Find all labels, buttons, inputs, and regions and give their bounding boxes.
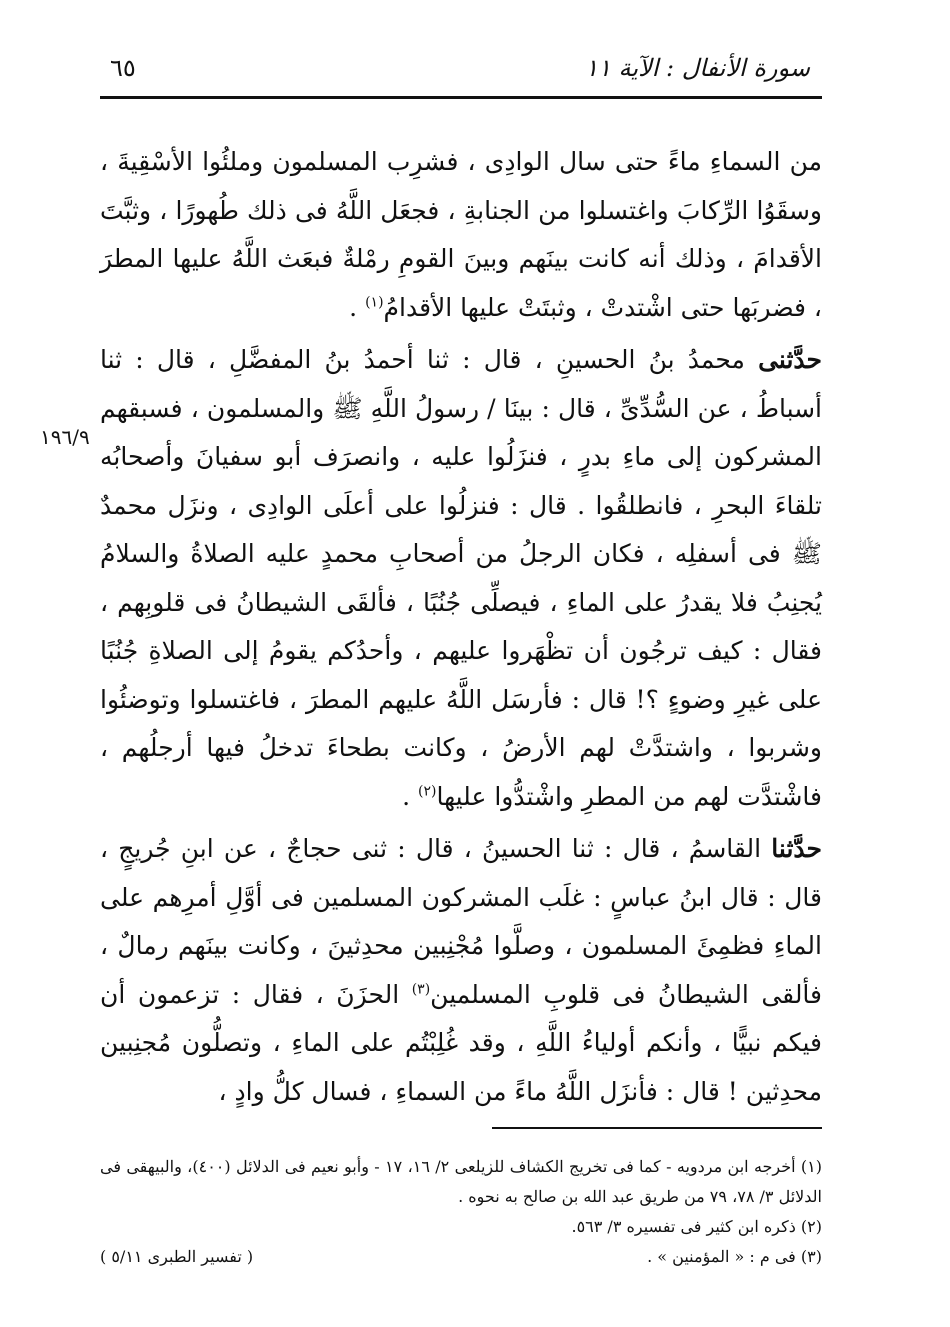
page-number: ٦٥ <box>110 54 136 82</box>
running-title: سورة الأنفال : الآية ١١ <box>585 54 810 82</box>
footnote-1: (١) أخرجه ابن مردويه - كما فى تخريج الكشاف للزيلعى ٢/ ١٦، ١٧ - وأبو نعيم فى الدلائل (٤٠٠)، والبيهقى فى الدلائل ٣/ ٧٨، ٧٩ من طريق عبد الله بن صالح به نحوه . <box>100 1157 823 1206</box>
paragraph-3 <box>100 825 822 1116</box>
header-rule <box>100 96 822 99</box>
paragraph-lead: حدَّثنى <box>758 345 822 374</box>
paragraph-text: القاسمُ ، قال : ثنا الحسينُ ، قال : ثنى حجاجٌ ، عن ابنِ جُريجٍ ، قال : قال ابنُ عباسٍ : غلَب المشركون المسلمين فى أوَّلِ أمرِهم على الماءِ فظمِئَ المسلمون ، وصلَّوا مُجْنِبين محدِثينَ ، وكانت بينَهم رمالٌ ، فألقى الشيطانُ فى قلوبِ المسلمين <box>100 834 823 1009</box>
footnotes <box>100 1152 822 1272</box>
footnote-reference: (٣) <box>411 981 431 998</box>
main-text <box>100 138 822 1116</box>
paragraph-text: محمدُ بنُ الحسينِ ، قال : ثنا أحمدُ بنُ المفضَّلِ ، قال : ثنا أسباطُ ، عن السُّدِّىِّ ، قال : بينَا / رسولُ اللَّهِ ﷺ والمسلمون ، فسبقهم المشركون إلى ماءِ بدرٍ ، فنزَلُوا عليه ، وانصرَف أبو سفيانَ وأصحابُه تلقاءَ البحرِ ، فانطلقُوا . قال : فنزلُوا على أعلَى الوادِى ، ونزَل محمدٌ ﷺ فى أسفلِه ، فكان الرجلُ من أصحابِ محمدٍ عليه الصلاةُ والسلامُ يُجنِبُ فلا يقدرُ على الماءِ ، فيصلِّى جُنُبًا ، فألقَى الشيطانُ فى قلوبِهم ، فقال : كيف ترجُون أن تظْهَروا عليهم ، وأحدُكم يقومُ إلى الصلاةِ جُنُبًا على غيرِ وضوءٍ ؟! قال : فأرسَل اللَّهُ عليهم المطرَ ، فاغتسلوا وتوضئُوا وشربوا ، واشتدَّتْ لهم الأرضُ ، وكانت بطحاءَ تدخلُ فيها أرجلُهم ، فاشْتدَّت لهم من المطرِ واشْتدُّوا عليها <box>100 345 822 811</box>
margin-page-reference: ١٩٦/٩ <box>40 425 90 449</box>
footnote-row <box>100 1242 822 1272</box>
footnote-3: (٣) فى م : « المؤمنين » . <box>647 1247 822 1266</box>
footnote-2: (٢) ذكره ابن كثير فى تفسيره ٣/ ٥٦٣. <box>571 1217 822 1236</box>
book-signature: ( تفسير الطبرى ٥/١١ ) <box>100 1247 254 1266</box>
paragraph-tail: . <box>402 781 419 811</box>
page-header <box>100 50 820 90</box>
footnote-reference: (١) <box>365 294 384 311</box>
paragraph-2 <box>100 336 822 821</box>
footnote-reference: (٢) <box>418 783 437 800</box>
paragraph-lead: حدَّثنا <box>771 834 822 863</box>
footnote-rule <box>492 1127 822 1129</box>
paragraph-tail: الحزَنَ ، فقال : تزعمون أن فيكم نبيًّا ، وأنكم أولياءُ اللَّهِ ، وقد غُلِبْتُم على الماءِ ، وتصلُّون مُجنِبين محدِثين ! قال : فأنزَل اللَّهُ ماءً من السماءِ ، فسال كلُّ وادٍ ، <box>100 979 822 1106</box>
paragraph-tail: . <box>349 292 366 322</box>
paragraph-text: من السماءِ ماءً حتى سال الوادِى ، فشرِب المسلمون وملئُوا الأسْقِيةَ ، وسقَوُا الرِّكابَ واغتسلوا من الجنابةِ ، فجعَل اللَّهُ فى ذلك طُهورًا ، وثبَّتَ الأقدامَ ، وذلك أنه كانت بينَهم وبينَ القومِ رمْلةٌ فبعَث اللَّهُ عليها المطرَ ، فضربَها حتى اشْتدتْ ، وثبتَتْ عليها الأقدامُ <box>100 147 822 322</box>
paragraph-1 <box>100 138 822 332</box>
